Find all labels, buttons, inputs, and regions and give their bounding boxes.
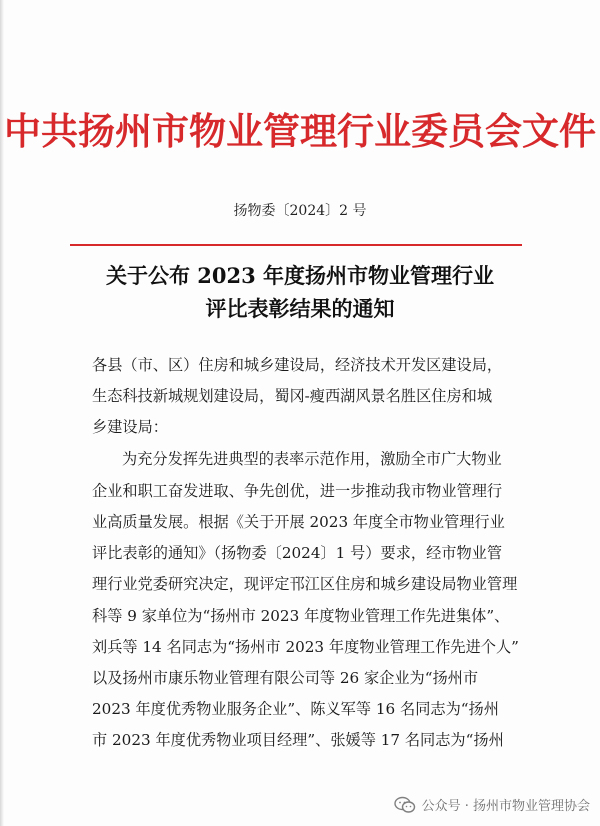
title-line-2: 评比表彰结果的通知 <box>205 296 395 321</box>
body-line: 科等 9 家单位为“扬州市 2023 年度物业管理工作先进集体”、 <box>92 607 510 625</box>
body-line: 为充分发挥先进典型的表率示范作用，激励全市广大物业 <box>122 450 502 468</box>
wechat-watermark <box>394 795 590 814</box>
title-line-1: 关于公布 2023 年度扬州市物业管理行业 <box>105 263 495 288</box>
document-number: 扬物委〔2024〕2 号 <box>233 203 367 219</box>
body-line: 以及扬州市康乐物业管理有限公司等 26 家企业为“扬州市 <box>92 669 479 687</box>
body-line: 各县（市、区）住房和城乡建设局，经济技术开发区建设局， <box>92 356 503 374</box>
body-line: 评比表彰的通知》（扬物委〔2024〕1 号）要求，经市物业管 <box>92 544 503 562</box>
body-line: 市 2023 年度优秀物业项目经理”、张媛等 17 名同志为“扬州 <box>92 731 504 749</box>
wechat-icon <box>394 796 416 814</box>
body-line: 业高质量发展。根据《关于开展 2023 年度全市物业管理行业 <box>92 513 505 531</box>
watermark-text: 公众号 · 扬州市物业管理协会 <box>421 799 590 814</box>
body-line: 企业和职工奋发进取、争先创优，进一步推动我市物业管理行 <box>92 482 503 500</box>
body-line: 乡建设局： <box>92 418 168 436</box>
body-line: 理行业党委研究决定，现评定邗江区住房和城乡建设局物业管理 <box>92 575 518 593</box>
issuer-header: 中共扬州市物业管理行业委员会文件 <box>4 109 596 153</box>
body-line: 2023 年度优秀物业服务企业”、陈义军等 16 名同志为“扬州 <box>92 700 499 718</box>
red-divider-line <box>70 244 522 246</box>
body-line: 刘兵等 14 名同志为“扬州市 2023 年度物业管理工作先进个人” <box>92 638 519 656</box>
body-line: 生态科技新城规划建设局，蜀冈-瘦西湖风景名胜区住房和城 <box>92 387 493 405</box>
